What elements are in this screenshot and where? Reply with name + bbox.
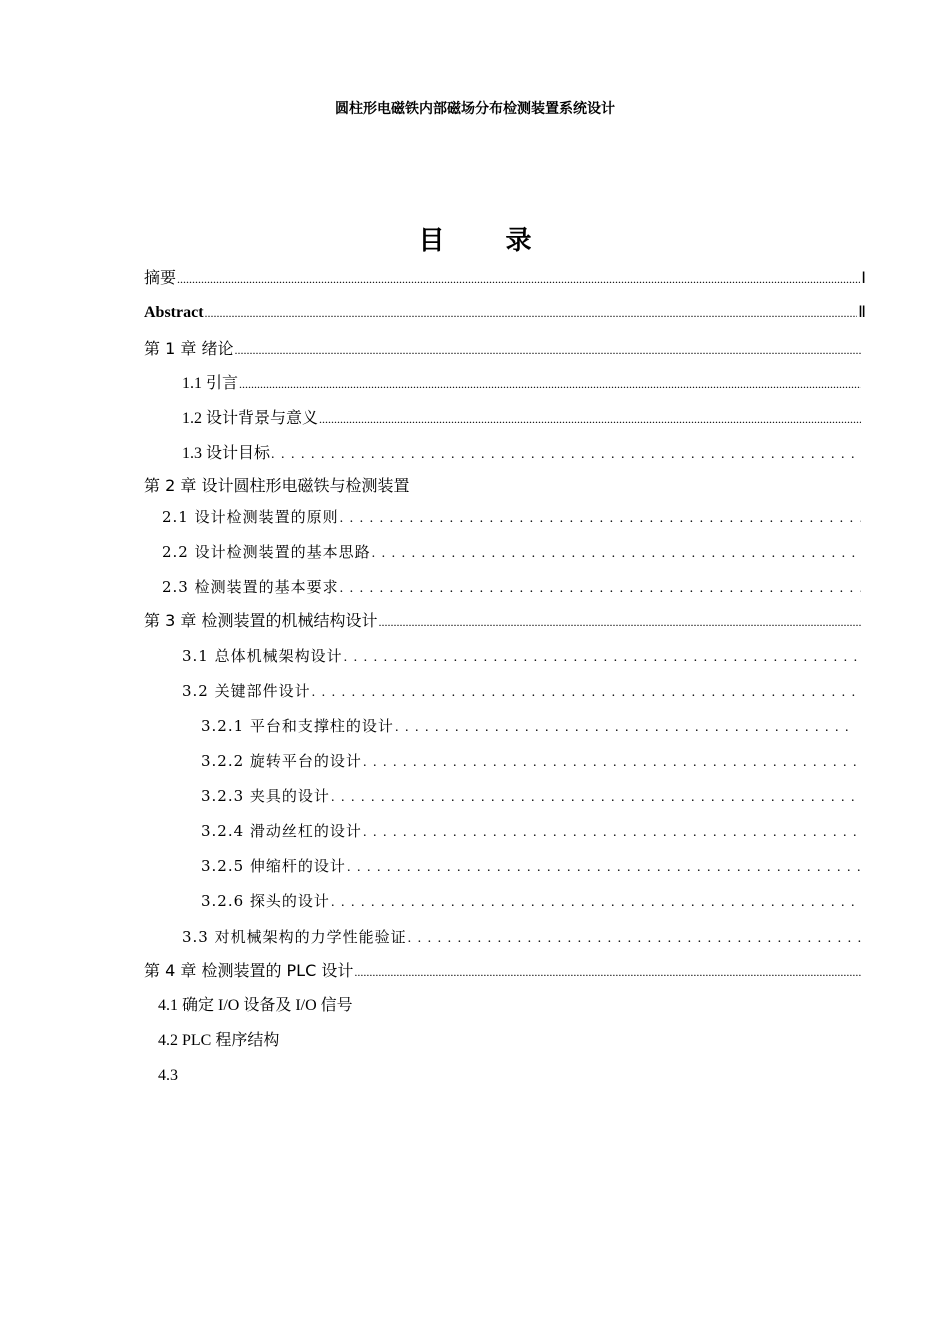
toc-leader xyxy=(319,408,861,430)
toc-leader xyxy=(331,786,861,809)
toc-leader xyxy=(239,373,861,395)
toc-entry-2-3[interactable] xyxy=(162,576,862,598)
toc-leader xyxy=(408,927,861,950)
toc-entry-label: 1.3 设计目标 xyxy=(182,445,271,462)
toc-entry-label: 2.1 设计检测装置的原则 xyxy=(162,508,339,526)
toc-entry-label: 第 4 章 检测装置的 PLC 设计 xyxy=(144,961,354,980)
toc-entry-label: 3.2.6 探头的设计 xyxy=(201,892,330,910)
toc-leader xyxy=(395,716,851,739)
toc-leader xyxy=(363,821,861,844)
toc-leader xyxy=(372,542,861,565)
toc-leader xyxy=(344,646,861,669)
toc-leader xyxy=(312,681,861,704)
toc-entry-label: 3.2.3 夹具的设计 xyxy=(201,787,330,805)
page-header-title: 圆柱形电磁铁内部磁场分布检测装置系统设计 xyxy=(335,101,615,117)
toc-entry-label: 1.2 设计背景与意义 xyxy=(182,410,319,427)
toc-entry-label: 2.2 设计检测装置的基本思路 xyxy=(162,543,371,561)
toc-entry-1-3[interactable] xyxy=(182,443,862,465)
toc-entry-label: 1.1 引言 xyxy=(182,375,239,392)
toc-entry-label: 3.2.5 伸缩杆的设计 xyxy=(201,857,346,875)
toc-leader xyxy=(354,961,861,983)
toc-entry-label: 3.2.1 平台和支撑柱的设计 xyxy=(201,717,394,735)
toc-entry-3-2-6[interactable] xyxy=(201,890,862,912)
toc-entry-label: 4.2 PLC 程序结构 xyxy=(158,1032,280,1049)
toc-entry-chapter-1[interactable] xyxy=(144,338,862,360)
toc-entry-3-2-5[interactable] xyxy=(201,855,862,877)
toc-leader xyxy=(234,339,861,361)
toc-entry-3-1[interactable] xyxy=(182,645,862,667)
toc-leader xyxy=(363,751,861,774)
toc-leader xyxy=(378,611,861,633)
toc-leader xyxy=(340,507,861,530)
toc-entry-3-2-2[interactable] xyxy=(201,750,862,772)
toc-entry-label: 4.3 xyxy=(158,1067,178,1084)
toc-page-number: Ⅰ xyxy=(861,270,866,287)
toc-entry-chapter-2[interactable] xyxy=(144,475,862,497)
toc-leader xyxy=(340,577,861,600)
toc-leader xyxy=(331,891,861,914)
toc-heading: 目 录 xyxy=(418,226,558,256)
toc-entry-3-3[interactable] xyxy=(182,926,862,948)
toc-entry-label: 3.3 对机械架构的力学性能验证 xyxy=(182,928,407,946)
toc-entry-label: 第 2 章 设计圆柱形电磁铁与检测装置 xyxy=(144,476,410,495)
toc-entry-label: 3.2 关键部件设计 xyxy=(182,682,311,700)
toc-entry-1-2[interactable] xyxy=(182,408,862,430)
toc-entry-4-3[interactable] xyxy=(158,1065,558,1087)
toc-leader xyxy=(205,302,858,324)
toc-entry-3-2[interactable] xyxy=(182,680,862,702)
toc-leader xyxy=(271,443,861,466)
toc-entry-label: 3.2.2 旋转平台的设计 xyxy=(201,752,362,770)
toc-entry-3-2-4[interactable] xyxy=(201,820,862,842)
toc-entry-3-2-1[interactable] xyxy=(201,715,852,737)
toc-entry-chapter-3[interactable] xyxy=(144,610,862,632)
toc-entry-label: 3.1 总体机械架构设计 xyxy=(182,647,343,665)
toc-entry-label: 2.3 检测装置的基本要求 xyxy=(162,578,339,596)
toc-entry-label: 第 3 章 检测装置的机械结构设计 xyxy=(144,611,378,630)
toc-entry-chapter-4[interactable] xyxy=(144,960,862,982)
toc-entry-label: 第 1 章 绪论 xyxy=(144,339,234,358)
toc-leader xyxy=(177,268,860,290)
toc-entry-label: 3.2.4 滑动丝杠的设计 xyxy=(201,822,362,840)
toc-entry-label: 4.1 确定 I/O 设备及 I/O 信号 xyxy=(158,997,353,1014)
toc-entry-4-1[interactable] xyxy=(158,995,558,1017)
toc-page-number: Ⅱ xyxy=(858,304,866,321)
toc-entry-2-2[interactable] xyxy=(162,541,862,563)
toc-entry-abstract-cn[interactable] xyxy=(144,267,866,289)
toc-leader xyxy=(347,856,861,879)
toc-entry-2-1[interactable] xyxy=(162,506,862,528)
toc-entry-4-2[interactable] xyxy=(158,1030,558,1052)
toc-entry-1-1[interactable] xyxy=(182,373,862,395)
toc-entry-label: 摘要 xyxy=(144,268,177,287)
toc-entry-3-2-3[interactable] xyxy=(201,785,862,807)
toc-entry-label: Abstract xyxy=(144,304,204,321)
toc-entry-abstract-en[interactable] xyxy=(144,302,866,324)
